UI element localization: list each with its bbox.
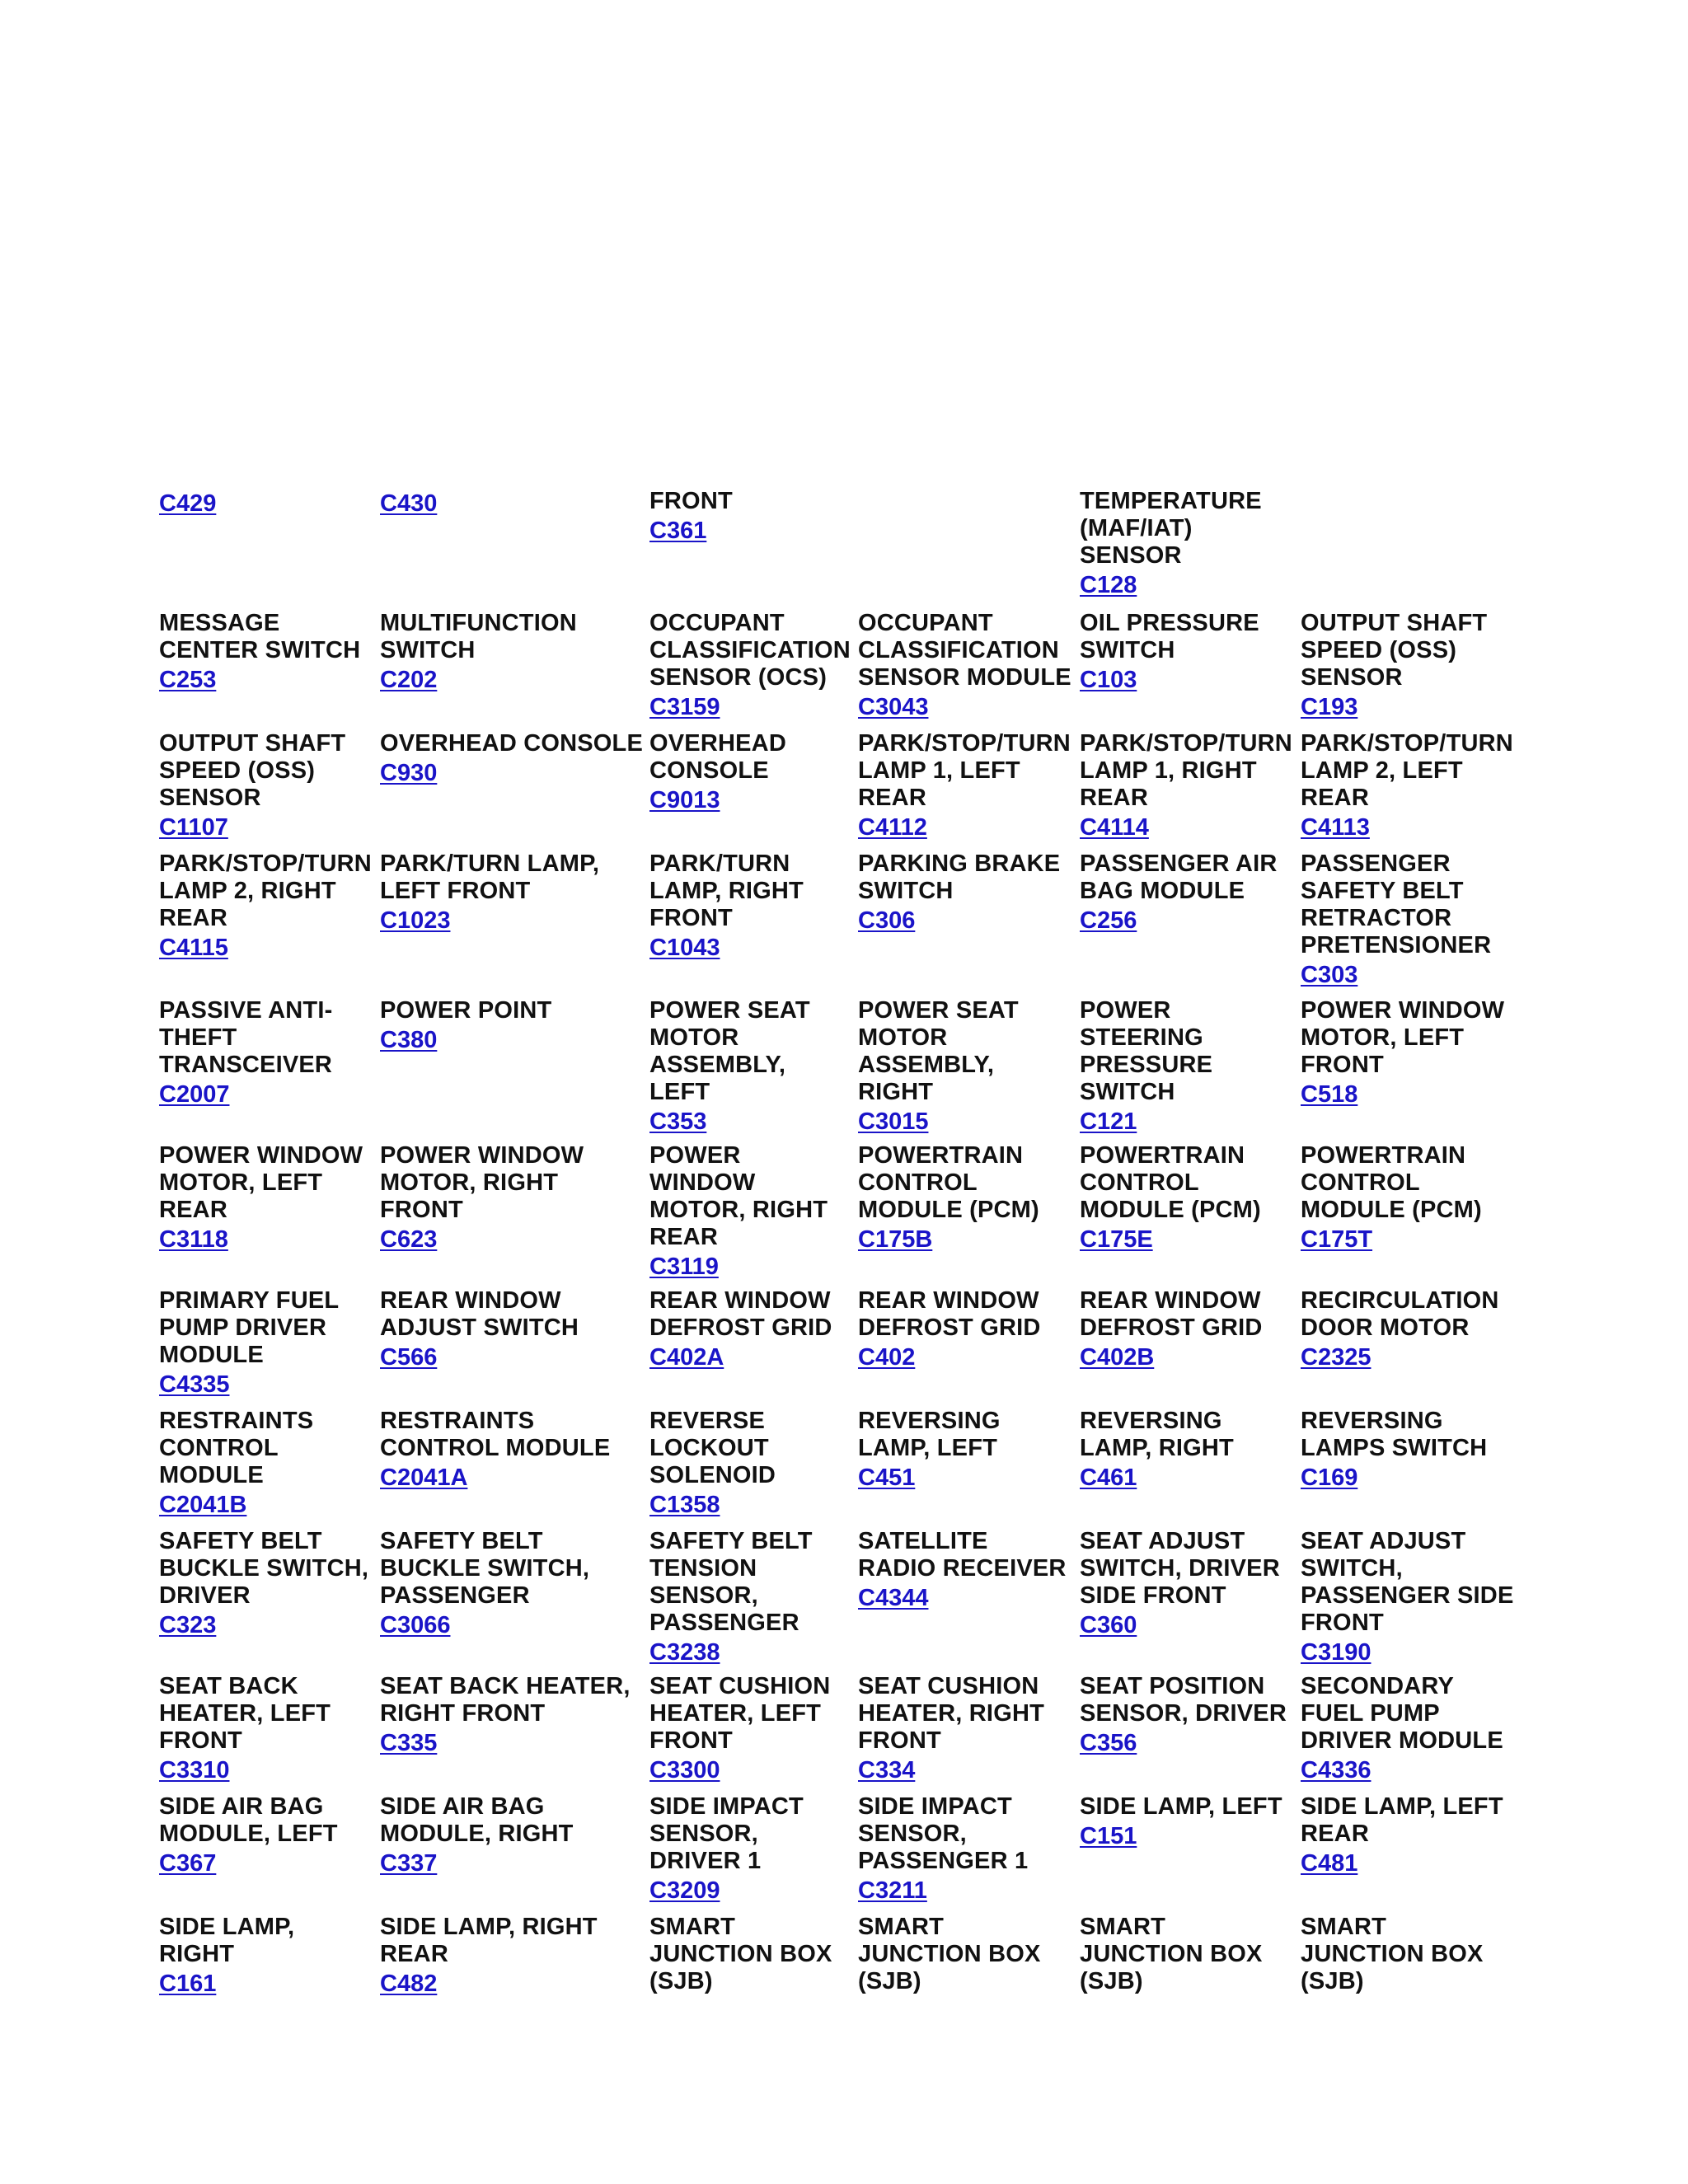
component-name: PARK/STOP/TURN LAMP 1, LEFT REAR xyxy=(858,730,1071,811)
component-name: SMART JUNCTION BOX (SJB) xyxy=(858,1914,1041,1994)
component-name: PASSENGER SAFETY BELT RETRACTOR PRETENSIONER xyxy=(1301,851,1492,958)
index-cell xyxy=(380,610,649,730)
index-cell xyxy=(649,997,858,1142)
index-cell xyxy=(858,997,1080,1142)
index-cell xyxy=(159,1287,380,1408)
connector-link[interactable]: C103 xyxy=(1080,667,1137,693)
index-cell xyxy=(649,1287,858,1408)
connector-link[interactable]: C429 xyxy=(159,490,217,517)
connector-link[interactable]: C3119 xyxy=(649,1254,719,1280)
index-cell xyxy=(1301,851,1537,997)
index-cell xyxy=(649,1408,858,1528)
connector-link[interactable]: C161 xyxy=(159,1971,217,1997)
index-cell xyxy=(159,851,380,997)
index-cell xyxy=(159,1793,380,1914)
index-cell xyxy=(380,1914,649,2004)
component-name: SMART JUNCTION BOX (SJB) xyxy=(1080,1914,1263,1994)
component-name: MULTIFUNCTION SWITCH xyxy=(380,610,577,663)
connector-link[interactable]: C175B xyxy=(858,1226,933,1253)
connector-link[interactable]: C253 xyxy=(159,667,217,693)
index-cell xyxy=(380,730,649,851)
connector-link[interactable]: C1043 xyxy=(649,935,720,961)
connector-link[interactable]: C402 xyxy=(858,1344,916,1371)
index-cell xyxy=(1080,1673,1301,1793)
index-cell xyxy=(858,1142,1080,1287)
connector-link[interactable]: C3015 xyxy=(858,1108,929,1135)
index-cell xyxy=(1080,730,1301,851)
connector-link[interactable]: C2007 xyxy=(159,1081,230,1108)
component-name: PARK/STOP/TURN LAMP 1, RIGHT REAR xyxy=(1080,730,1292,811)
connector-link[interactable]: C518 xyxy=(1301,1081,1358,1108)
connector-link[interactable]: C367 xyxy=(159,1850,217,1877)
index-cell xyxy=(1080,1528,1301,1673)
connector-link[interactable]: C930 xyxy=(380,760,438,786)
index-cell xyxy=(1301,1528,1537,1673)
component-name: OIL PRESSURE SWITCH xyxy=(1080,610,1259,663)
index-cell xyxy=(858,1408,1080,1528)
connector-link[interactable]: C175E xyxy=(1080,1226,1153,1253)
connector-link[interactable]: C306 xyxy=(858,907,916,934)
index-cell xyxy=(159,1673,380,1793)
index-cell xyxy=(159,610,380,730)
connector-link[interactable]: C3118 xyxy=(159,1226,228,1253)
connector-index-table xyxy=(159,488,1537,2004)
index-cell xyxy=(649,1793,858,1914)
index-cell xyxy=(159,1528,380,1673)
connector-link[interactable]: C2041B xyxy=(159,1492,247,1518)
index-cell xyxy=(649,488,858,610)
table-row xyxy=(159,1408,1537,1528)
index-cell xyxy=(380,1142,649,1287)
index-cell xyxy=(1301,730,1537,851)
connector-link[interactable]: C3238 xyxy=(649,1639,720,1666)
component-name: OUTPUT SHAFT SPEED (OSS) SENSOR xyxy=(1301,610,1488,691)
index-cell xyxy=(1301,1287,1537,1408)
component-name: REVERSING LAMP, RIGHT xyxy=(1080,1408,1234,1461)
index-cell xyxy=(649,1142,858,1287)
component-name: PARK/TURN LAMP, RIGHT FRONT xyxy=(649,851,804,931)
component-name: SEAT POSITION SENSOR, DRIVER xyxy=(1080,1673,1287,1727)
component-name: POWER WINDOW MOTOR, LEFT FRONT xyxy=(1301,997,1505,1078)
connector-link[interactable]: C623 xyxy=(380,1226,438,1253)
component-name: SIDE LAMP, RIGHT xyxy=(159,1914,295,1967)
table-row xyxy=(159,1793,1537,1914)
component-name: OVERHEAD CONSOLE xyxy=(380,730,644,757)
table-row xyxy=(159,851,1537,997)
connector-link[interactable]: C337 xyxy=(380,1850,438,1877)
index-cell xyxy=(1301,1673,1537,1793)
index-cell xyxy=(380,1287,649,1408)
component-name: SIDE AIR BAG MODULE, RIGHT xyxy=(380,1793,574,1847)
component-name: REAR WINDOW DEFROST GRID xyxy=(858,1287,1041,1341)
component-name: SMART JUNCTION BOX (SJB) xyxy=(1301,1914,1484,1994)
index-cell xyxy=(858,610,1080,730)
component-name: SEAT CUSHION HEATER, RIGHT FRONT xyxy=(858,1673,1045,1754)
connector-link[interactable]: C151 xyxy=(1080,1823,1137,1849)
component-name: PARK/STOP/TURN LAMP 2, LEFT REAR xyxy=(1301,730,1513,811)
component-name: PASSIVE ANTI- THEFT TRANSCEIVER xyxy=(159,997,333,1078)
index-cell xyxy=(649,1528,858,1673)
component-name: OUTPUT SHAFT SPEED (OSS) SENSOR xyxy=(159,730,346,811)
index-cell xyxy=(649,610,858,730)
connector-link[interactable]: C4114 xyxy=(1080,814,1149,841)
table-row xyxy=(159,1528,1537,1673)
index-cell xyxy=(159,997,380,1142)
component-name: SECONDARY FUEL PUMP DRIVER MODULE xyxy=(1301,1673,1503,1754)
component-name: SAFETY BELT BUCKLE SWITCH, DRIVER xyxy=(159,1528,369,1609)
index-cell xyxy=(380,1408,649,1528)
index-cell xyxy=(649,1673,858,1793)
index-cell xyxy=(1301,1408,1537,1528)
index-cell xyxy=(159,730,380,851)
connector-link[interactable]: C256 xyxy=(1080,907,1137,934)
component-name: SAFETY BELT BUCKLE SWITCH, PASSENGER xyxy=(380,1528,590,1609)
index-cell xyxy=(858,851,1080,997)
component-name: SIDE LAMP, LEFT REAR xyxy=(1301,1793,1503,1847)
table-row xyxy=(159,730,1537,851)
index-cell xyxy=(858,1528,1080,1673)
index-cell xyxy=(380,1673,649,1793)
index-cell xyxy=(649,851,858,997)
index-cell xyxy=(1080,1142,1301,1287)
index-cell xyxy=(1080,997,1301,1142)
index-cell xyxy=(858,1793,1080,1914)
connector-link[interactable]: C193 xyxy=(1301,694,1358,720)
component-name: SIDE IMPACT SENSOR, DRIVER 1 xyxy=(649,1793,804,1874)
index-cell xyxy=(159,1914,380,2004)
connector-link[interactable]: C334 xyxy=(858,1757,916,1783)
connector-link[interactable]: C128 xyxy=(1080,572,1137,598)
connector-link[interactable]: C3159 xyxy=(649,694,720,720)
index-cell xyxy=(1301,1142,1537,1287)
component-name: POWER WINDOW MOTOR, RIGHT REAR xyxy=(649,1142,828,1250)
component-name: REVERSING LAMP, LEFT xyxy=(858,1408,1001,1461)
component-name: SIDE IMPACT SENSOR, PASSENGER 1 xyxy=(858,1793,1029,1874)
connector-index-body xyxy=(159,488,1537,2004)
index-cell xyxy=(1301,1793,1537,1914)
index-cell xyxy=(1301,610,1537,730)
component-name: POWER WINDOW MOTOR, RIGHT FRONT xyxy=(380,1142,584,1223)
table-row xyxy=(159,1287,1537,1408)
connector-link[interactable]: C121 xyxy=(1080,1108,1137,1135)
component-name: PARK/TURN LAMP, LEFT FRONT xyxy=(380,851,600,904)
connector-link[interactable]: C461 xyxy=(1080,1465,1137,1491)
index-cell xyxy=(858,488,1080,610)
component-name: SIDE LAMP, RIGHT REAR xyxy=(380,1914,598,1967)
connector-link[interactable]: C356 xyxy=(1080,1730,1137,1756)
table-row xyxy=(159,1673,1537,1793)
component-name: REVERSE LOCKOUT SOLENOID xyxy=(649,1408,776,1488)
index-cell xyxy=(858,1914,1080,2004)
index-cell xyxy=(858,1673,1080,1793)
connector-link[interactable]: C380 xyxy=(380,1027,438,1053)
index-cell xyxy=(649,1914,858,2004)
component-name: POWERTRAIN CONTROL MODULE (PCM) xyxy=(858,1142,1039,1223)
index-cell xyxy=(858,1287,1080,1408)
connector-link[interactable]: C481 xyxy=(1301,1850,1358,1877)
connector-link[interactable]: C402B xyxy=(1080,1344,1155,1371)
component-name: POWER SEAT MOTOR ASSEMBLY, LEFT xyxy=(649,997,810,1105)
component-name: FRONT xyxy=(649,488,733,514)
index-cell xyxy=(1080,1914,1301,2004)
connector-link[interactable]: C4344 xyxy=(858,1585,929,1611)
connector-link[interactable]: C430 xyxy=(380,490,438,517)
component-name: RESTRAINTS CONTROL MODULE xyxy=(380,1408,611,1461)
connector-link[interactable]: C1358 xyxy=(649,1492,720,1518)
component-name: SEAT BACK HEATER, LEFT FRONT xyxy=(159,1673,331,1754)
table-row xyxy=(159,488,1537,610)
connector-link[interactable]: C3300 xyxy=(649,1757,720,1783)
connector-link[interactable]: C4115 xyxy=(159,935,228,961)
index-cell xyxy=(1080,1408,1301,1528)
connector-link[interactable]: C3209 xyxy=(649,1877,720,1904)
index-cell xyxy=(1301,1914,1537,2004)
connector-link[interactable]: C361 xyxy=(649,518,707,544)
index-cell xyxy=(159,1408,380,1528)
index-cell xyxy=(159,488,380,610)
component-name: SMART JUNCTION BOX (SJB) xyxy=(649,1914,832,1994)
component-name: SEAT CUSHION HEATER, LEFT FRONT xyxy=(649,1673,831,1754)
connector-link[interactable]: C2041A xyxy=(380,1465,468,1491)
connector-link[interactable]: C3190 xyxy=(1301,1639,1372,1666)
component-name: OCCUPANT CLASSIFICATION SENSOR (OCS) xyxy=(649,610,851,691)
component-name: RECIRCULATION DOOR MOTOR xyxy=(1301,1287,1499,1341)
component-name: SEAT BACK HEATER, RIGHT FRONT xyxy=(380,1673,631,1727)
table-row xyxy=(159,1914,1537,2004)
connector-link[interactable]: C1023 xyxy=(380,907,451,934)
component-name: OVERHEAD CONSOLE xyxy=(649,730,786,784)
index-cell xyxy=(380,1793,649,1914)
component-name: POWERTRAIN CONTROL MODULE (PCM) xyxy=(1301,1142,1482,1223)
component-name: PRIMARY FUEL PUMP DRIVER MODULE xyxy=(159,1287,340,1368)
connector-link[interactable]: C353 xyxy=(649,1108,707,1135)
connector-link[interactable]: C4336 xyxy=(1301,1757,1372,1783)
component-name: RESTRAINTS CONTROL MODULE xyxy=(159,1408,314,1488)
component-name: TEMPERATURE (MAF/IAT) SENSOR xyxy=(1080,488,1262,569)
component-name: PARK/STOP/TURN LAMP 2, RIGHT REAR xyxy=(159,851,372,931)
connector-link[interactable]: C1107 xyxy=(159,814,228,841)
component-name: POWER WINDOW MOTOR, LEFT REAR xyxy=(159,1142,363,1223)
index-cell xyxy=(1080,488,1301,610)
table-row xyxy=(159,997,1537,1142)
component-name: REVERSING LAMPS SWITCH xyxy=(1301,1408,1488,1461)
index-cell xyxy=(380,488,649,610)
connector-link[interactable]: C3043 xyxy=(858,694,929,720)
component-name: POWER SEAT MOTOR ASSEMBLY, RIGHT xyxy=(858,997,1019,1105)
component-name: SEAT ADJUST SWITCH, PASSENGER SIDE FRONT xyxy=(1301,1528,1514,1636)
index-cell xyxy=(1080,851,1301,997)
component-name: SATELLITE RADIO RECEIVER xyxy=(858,1528,1067,1582)
component-name: SEAT ADJUST SWITCH, DRIVER SIDE FRONT xyxy=(1080,1528,1280,1609)
index-cell xyxy=(380,1528,649,1673)
connector-link[interactable]: C169 xyxy=(1301,1465,1358,1491)
table-row xyxy=(159,1142,1537,1287)
component-name: REAR WINDOW ADJUST SWITCH xyxy=(380,1287,579,1341)
index-cell xyxy=(380,851,649,997)
index-cell xyxy=(649,730,858,851)
connector-link[interactable]: C3310 xyxy=(159,1757,230,1783)
connector-link[interactable]: C4113 xyxy=(1301,814,1370,841)
component-name: POWERTRAIN CONTROL MODULE (PCM) xyxy=(1080,1142,1261,1223)
connector-link[interactable]: C3066 xyxy=(380,1612,451,1638)
index-cell xyxy=(1080,1793,1301,1914)
component-name: MESSAGE CENTER SWITCH xyxy=(159,610,361,663)
connector-link[interactable]: C566 xyxy=(380,1344,438,1371)
index-cell xyxy=(1301,488,1537,610)
connector-link[interactable]: C402A xyxy=(649,1344,724,1371)
component-name: SIDE AIR BAG MODULE, LEFT xyxy=(159,1793,338,1847)
index-cell xyxy=(159,1142,380,1287)
component-name: PARKING BRAKE SWITCH xyxy=(858,851,1061,904)
connector-link[interactable]: C9013 xyxy=(649,787,720,813)
connector-link[interactable]: C323 xyxy=(159,1612,217,1638)
connector-link[interactable]: C2325 xyxy=(1301,1344,1372,1371)
component-name: SIDE LAMP, LEFT xyxy=(1080,1793,1282,1820)
connector-link[interactable]: C482 xyxy=(380,1971,438,1997)
component-name: POWER POINT xyxy=(380,997,552,1024)
index-cell xyxy=(1301,997,1537,1142)
connector-link[interactable]: C451 xyxy=(858,1465,916,1491)
connector-link[interactable]: C360 xyxy=(1080,1612,1137,1638)
connector-link[interactable]: C175T xyxy=(1301,1226,1373,1253)
connector-link[interactable]: C303 xyxy=(1301,962,1358,988)
index-cell xyxy=(858,730,1080,851)
component-name: PASSENGER AIR BAG MODULE xyxy=(1080,851,1278,904)
connector-link[interactable]: C3211 xyxy=(858,1877,927,1904)
table-row xyxy=(159,610,1537,730)
component-name: REAR WINDOW DEFROST GRID xyxy=(1080,1287,1263,1341)
index-cell xyxy=(1080,610,1301,730)
index-cell xyxy=(1080,1287,1301,1408)
component-name: SAFETY BELT TENSION SENSOR, PASSENGER xyxy=(649,1528,813,1636)
connector-link[interactable]: C202 xyxy=(380,667,438,693)
connector-link[interactable]: C335 xyxy=(380,1730,438,1756)
connector-link[interactable]: C4112 xyxy=(858,814,927,841)
connector-link[interactable]: C4335 xyxy=(159,1371,230,1398)
component-name: POWER STEERING PRESSURE SWITCH xyxy=(1080,997,1213,1105)
component-name: OCCUPANT CLASSIFICATION SENSOR MODULE xyxy=(858,610,1071,691)
index-cell xyxy=(380,997,649,1142)
component-name: REAR WINDOW DEFROST GRID xyxy=(649,1287,832,1341)
